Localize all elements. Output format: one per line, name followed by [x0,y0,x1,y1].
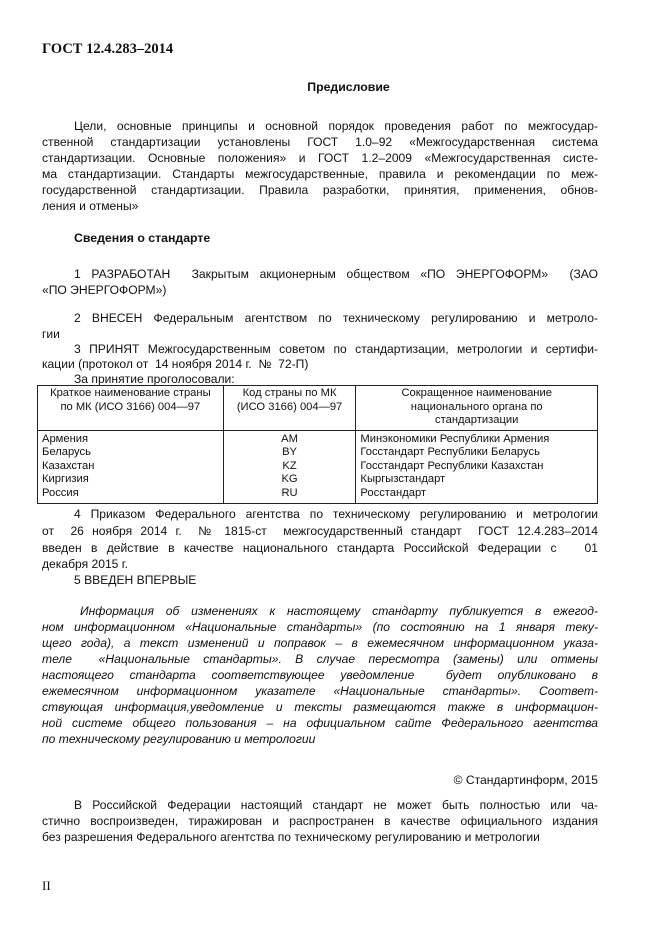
header-text-line: национального органа по [410,400,543,413]
text-line: от 26 ноября 2014 г. № 1815-ст межгосударственный стандарт ГОСТ 12.4.283–2014 [42,524,598,538]
country-names-cell [38,430,224,504]
text-line: 2 ВНЕСЕН Федеральным агентством по техническому регулированию и метроло- [74,311,598,325]
national-body: Госстандарт Республики Беларусь [360,446,540,458]
national-bodies-cell [356,430,598,504]
country-name: Россия [42,486,79,499]
text-line: стично воспроизведен, тиражирован и распространен в качестве официального издания [42,814,598,828]
country-name: Беларусь [42,446,91,458]
document-code: ГОСТ 12.4.283–2014 [42,41,174,57]
text-line: декабря 2015 г. [42,557,129,571]
text-line: введен в действие в качестве национального стандарта Российской Федерации с 01 [42,541,598,555]
country-code: BY [282,446,298,458]
header-text-line: Сокращенное наименование [401,387,552,399]
text-line: ствующая информация,уведомление и тексты размещаются также в информацион- [42,700,598,714]
country-code: KG [281,473,298,485]
text-line: ежемесячном информационном указателе «Национальные стандарты». Соответ- [42,684,598,698]
country-name: Казахстан [42,459,95,472]
header-text-line: Код страны по МК [242,387,337,399]
foreword-title: Предисловие [307,80,390,94]
text-line: ственной стандартизации установлены ГОСТ 1.0–92 «Межгосударственная система [42,135,598,149]
text-line: кации (протокол от 14 ноября 2014 г. № 72-П) [42,357,309,371]
text-line: ма стандартизации. Стандарты межгосударственные, правила и рекомендации по меж- [42,167,598,181]
copyright: © Стандартинформ, 2015 [453,773,598,787]
voted-label: За принятие проголосовали: [74,372,235,386]
text-line: ной системе общего пользования – на официальном сайте Федерального агентства [42,716,598,730]
country-code: KZ [282,459,297,472]
country-code: AM [281,432,298,445]
text-line: 4 Приказом Федерального агентства по техническому регулированию и метрологии [74,507,598,521]
header-country-code [223,386,356,431]
header-text-line: по МК (ИСО 3166) 004—97 [60,400,201,413]
national-body: Госстандарт Республики Казахстан [360,459,544,472]
country-codes-cell [223,430,356,504]
text-line: «ПО ЭНЕРГОФОРМ») [42,283,167,297]
header-text-line: стандартизации [435,414,519,426]
text-line: теле «Национальные стандарты». В случае пересмотра (замены) или отмены [42,652,598,666]
text-line: щего года), а текст изменений и поправок – в ежемесячном информационном указа- [42,636,598,650]
table-header-row [38,386,598,431]
country-name: Армения [42,432,89,445]
standard-info-title: Сведения о стандарте [74,231,211,245]
text-line: Цели, основные принципы и основной порядок проведения работ по межгосудар- [74,119,598,133]
text-line: без разрешения Федерального агентства по техническому регулированию и метрологии [42,830,540,844]
header-text-line: (ИСО 3166) 004—97 [236,400,343,413]
text-line: государственной стандартизации. Правила разработки, принятия, применения, обнов- [42,183,598,197]
national-body: Минэкономики Республики Армения [360,432,550,445]
text-line: 3 ПРИНЯТ Межгосударственным советом по стандартизации, метрологии и сертифи- [74,342,598,356]
text-line: настоящего стандарта соответствующее уведомление будет опубликовано в [42,668,598,682]
text-line: ном информационном «Национальные стандарты» (по состоянию на 1 января теку- [42,620,598,634]
text-line: по техническому регулированию и метрологии [42,732,316,746]
country-name: Киргизия [42,473,89,485]
text-line: В Российской Федерации настоящий стандарт не может быть полностью или ча- [74,798,598,812]
header-national-body [356,386,598,431]
text-line: гии [42,327,60,341]
voting-table [37,385,598,504]
text-line: Информация об изменениях к настоящему стандарту публикуется в ежегод- [80,604,598,618]
text-line: стандартизации. Основные положения» и ГОСТ 1.2–2009 «Межгосударственная систе- [42,151,598,165]
header-country-name [38,386,224,431]
header-text-line: Краткое наименование страны [50,387,211,399]
text-line: 1 РАЗРАБОТАН Закрытым акционерным обществом «ПО ЭНЕРГОФОРМ» (ЗАО [74,267,598,281]
page-number: II [42,878,51,893]
country-code: RU [281,486,298,499]
national-body: Кыргызстандарт [360,473,446,485]
item-first-introduced: 5 ВВЕДЕН ВПЕРВЫЕ [74,573,197,587]
national-body: Росстандарт [360,486,427,499]
table-row [38,430,598,504]
text-line: ления и отмены» [42,199,139,213]
